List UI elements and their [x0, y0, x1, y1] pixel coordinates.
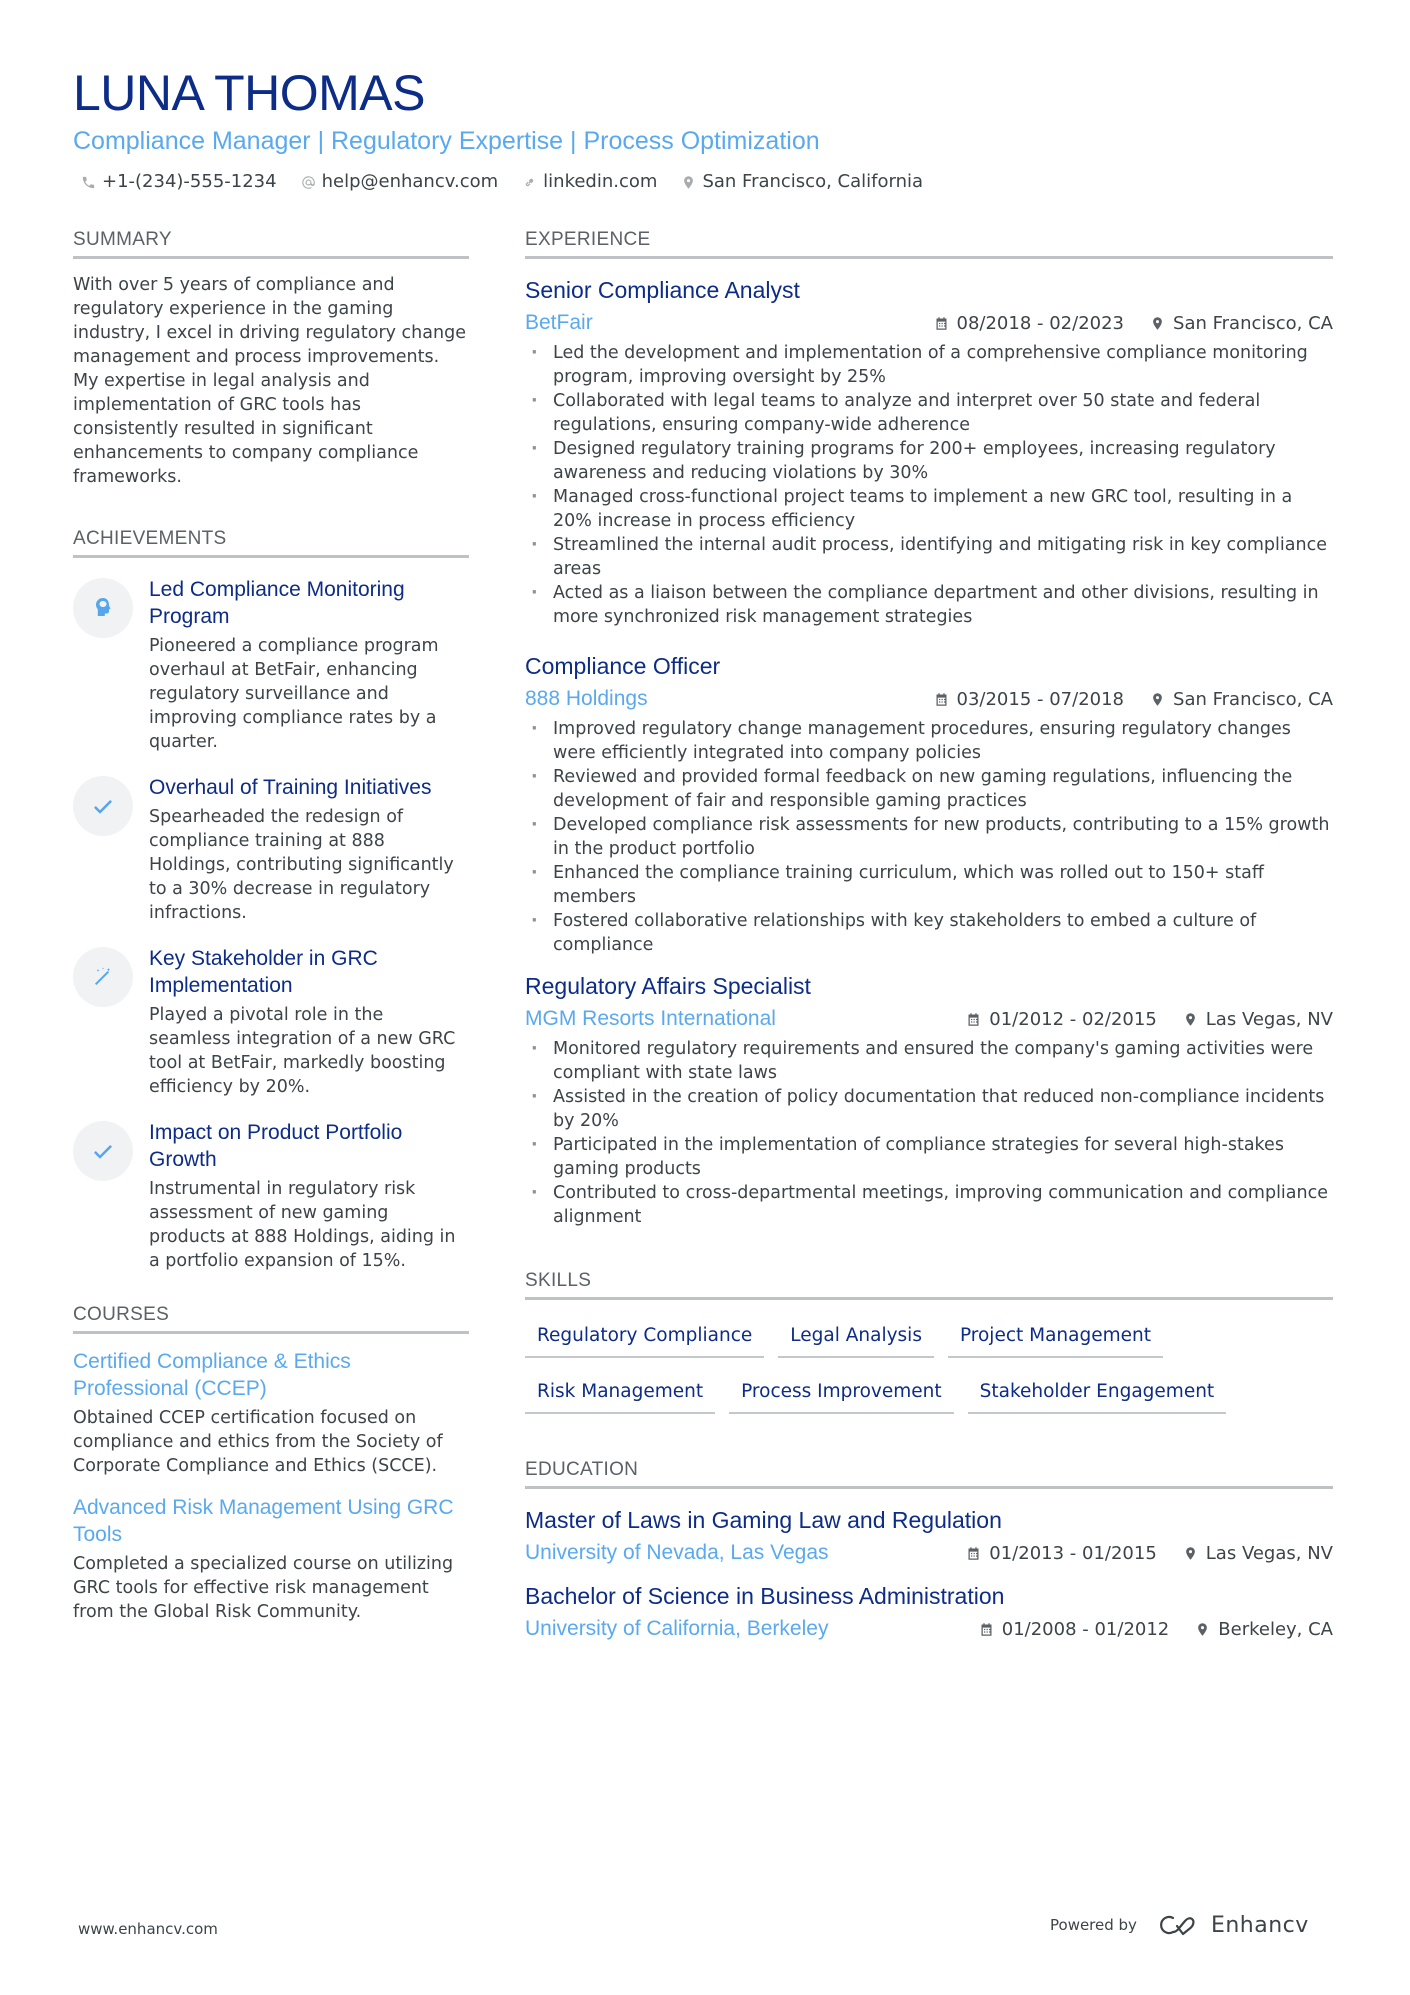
edu-location: Las Vegas, NV [1205, 1542, 1333, 1564]
bullet-item: · Fostered collaborative relationships with key stakeholders to embed a culture of compliance [525, 909, 1333, 957]
location-pin-icon [1150, 316, 1165, 331]
bullet-item: · Contributed to cross-departmental meetings, improving communication and compliance alignment [525, 1181, 1333, 1229]
at-sign-icon [301, 175, 316, 190]
linkedin-text: linkedin.com [543, 171, 658, 192]
bullet-item: · Designed regulatory training programs for 200+ employees, increasing regulatory awareness and reducing violations by 30% [525, 437, 1333, 485]
edu-location: Berkeley, CA [1218, 1618, 1333, 1640]
job-title: Senior Compliance Analyst [525, 277, 800, 303]
achievements-list [73, 576, 469, 1273]
location-pin-icon [1183, 1546, 1198, 1561]
bullet-item: · Managed cross-functional project teams to implement a new GRC tool, resulting in a 20% increase in process efficiency [525, 485, 1333, 533]
checkmark-icon [91, 1139, 115, 1163]
candidate-title: Compliance Manager | Regulatory Expertise | Process Optimization [73, 127, 820, 155]
calendar-icon [934, 316, 949, 331]
bullet-item: · Monitored regulatory requirements and ensured the company's gaming activities were compliant with state laws [525, 1037, 1333, 1085]
job-bullets [525, 341, 1333, 629]
magic-wand-icon [91, 965, 115, 989]
skills-heading: SKILLS [525, 1269, 1333, 1300]
location-pin-icon [1183, 1012, 1198, 1027]
bullet-item: · Led the development and implementation of a comprehensive compliance monitoring program, improving oversight by 25% [525, 341, 1333, 389]
achievement-desc: Instrumental in regulatory risk assessment of new gaming products at 888 Holdings, aiding in a portfolio expansion of 15%. [149, 1179, 456, 1271]
achievement-item [73, 1119, 469, 1273]
achievement-item [73, 774, 469, 925]
achievement-desc: Spearheaded the redesign of compliance training at 888 Holdings, contributing significantly to a 30% decrease in regulatory infractions. [149, 807, 454, 923]
job-entry [525, 275, 1333, 629]
phone-text: +1-(234)-555-1234 [102, 171, 277, 192]
achievement-item [73, 576, 469, 754]
footer-website[interactable]: www.enhancv.com [78, 1920, 218, 1938]
job-title: Regulatory Affairs Specialist [525, 973, 811, 999]
job-bullets [525, 717, 1333, 957]
skill-tag: Legal Analysis [778, 1318, 934, 1358]
course-item [73, 1348, 469, 1478]
courses-heading: COURSES [73, 1303, 469, 1334]
job-location: San Francisco, CA [1173, 312, 1333, 334]
experience-heading: EXPERIENCE [525, 228, 1333, 259]
achievement-desc: Played a pivotal role in the seamless integration of a new GRC tool at BetFair, markedly boosting efficiency by 20%. [149, 1005, 456, 1097]
bullet-item: · Reviewed and provided formal feedback on new gaming regulations, influencing the development of fair and responsible gaming practices [525, 765, 1333, 813]
job-title: Compliance Officer [525, 653, 721, 679]
location-pin-icon [681, 175, 696, 190]
bullet-item: · Improved regulatory change management procedures, ensuring regulatory changes were efficiently integrated into company policies [525, 717, 1333, 765]
right-column [525, 228, 1333, 1643]
degree-title: Bachelor of Science in Business Administration [525, 1583, 1005, 1609]
brain-head-icon [91, 596, 115, 620]
course-desc: Obtained CCEP certification focused on compliance and ethics from the Society of Corporate Compliance and Ethics (SCCE). [73, 1408, 443, 1476]
education-entry [525, 1581, 1333, 1643]
phone-icon [81, 175, 96, 190]
achievement-item [73, 945, 469, 1099]
job-entry [525, 971, 1333, 1229]
achievement-title: Impact on Product Portfolio Growth [149, 1121, 403, 1171]
powered-by-label: Powered by [1050, 1916, 1137, 1934]
school-name: University of California, Berkeley [525, 1617, 829, 1640]
job-location: Las Vegas, NV [1205, 1008, 1333, 1030]
skill-tag: Regulatory Compliance [525, 1318, 764, 1358]
skill-tag: Stakeholder Engagement [968, 1374, 1227, 1414]
contact-bar [73, 170, 1333, 194]
skill-tag: Process Improvement [729, 1374, 954, 1414]
job-bullets [525, 1037, 1333, 1229]
calendar-icon [934, 692, 949, 707]
location-text: San Francisco, California [702, 171, 924, 192]
contact-location [681, 170, 923, 194]
bullet-item: · Acted as a liaison between the compliance department and other divisions, resulting in more synchronized risk management strategies [525, 581, 1333, 629]
achievement-desc: Pioneered a compliance program overhaul at BetFair, enhancing regulatory surveillance and improving compliance rates by a quarter. [149, 636, 439, 752]
contact-linkedin[interactable] [522, 170, 657, 194]
bullet-item: · Collaborated with legal teams to analyze and interpret over 50 state and federal regulations, ensuring company-wide adherence [525, 389, 1333, 437]
candidate-name: LUNA THOMAS [73, 65, 425, 121]
edu-dates: 01/2013 - 01/2015 [989, 1542, 1157, 1564]
skills-list [525, 1318, 1333, 1414]
enhancv-logo[interactable] [1155, 1912, 1309, 1938]
school-name: University of Nevada, Las Vegas [525, 1541, 829, 1564]
bullet-item: · Developed compliance risk assessments for new products, contributing to a 15% growth in the product portfolio [525, 813, 1333, 861]
checkmark-icon [91, 794, 115, 818]
achievements-heading: ACHIEVEMENTS [73, 527, 469, 558]
skill-tag: Project Management [948, 1318, 1163, 1358]
course-desc: Completed a specialized course on utilizing GRC tools for effective risk management from the Global Risk Community. [73, 1554, 454, 1622]
job-dates: 01/2012 - 02/2015 [989, 1008, 1157, 1030]
education-entry [525, 1505, 1333, 1567]
course-title: Certified Compliance & Ethics Professional (CCEP) [73, 1350, 351, 1400]
course-item [73, 1494, 469, 1624]
achievement-title: Led Compliance Monitoring Program [149, 578, 405, 628]
location-pin-icon [1195, 1622, 1210, 1637]
edu-dates: 01/2008 - 01/2012 [1001, 1618, 1170, 1640]
summary-text: With over 5 years of compliance and regulatory experience in the gaming industry, I excel in driving regulatory change management and process improvements. My expertise in legal analysis and implementation of GRC tools has consistently resulted in significant enhancements to company compliance frameworks. [73, 275, 466, 487]
job-dates: 03/2015 - 07/2018 [956, 688, 1125, 710]
job-company: 888 Holdings [525, 687, 648, 710]
resume-header [73, 62, 1333, 194]
brand-name: Enhancv [1210, 1912, 1309, 1938]
bullet-item: · Participated in the implementation of compliance strategies for several high-stakes gaming products [525, 1133, 1333, 1181]
summary-heading: SUMMARY [73, 228, 469, 259]
email-text: help@enhancv.com [321, 171, 499, 192]
calendar-icon [979, 1622, 994, 1637]
job-location: San Francisco, CA [1173, 688, 1333, 710]
job-dates: 08/2018 - 02/2023 [956, 312, 1125, 334]
bullet-item: · Enhanced the compliance training curriculum, which was rolled out to 150+ staff members [525, 861, 1333, 909]
calendar-icon [966, 1546, 981, 1561]
skill-tag: Risk Management [525, 1374, 715, 1414]
achievement-title: Overhaul of Training Initiatives [149, 776, 432, 799]
calendar-icon [966, 1012, 981, 1027]
job-entry [525, 651, 1333, 957]
enhancv-infinity-icon [1155, 1912, 1203, 1938]
left-column [73, 228, 469, 1624]
location-pin-icon [1150, 692, 1165, 707]
degree-title: Master of Laws in Gaming Law and Regulation [525, 1507, 1002, 1533]
job-company: BetFair [525, 311, 593, 334]
bullet-item: · Assisted in the creation of policy documentation that reduced non-compliance incidents by 20% [525, 1085, 1333, 1133]
footer-branding [1050, 1912, 1309, 1938]
course-title: Advanced Risk Management Using GRC Tools [73, 1496, 454, 1546]
achievement-title: Key Stakeholder in GRC Implementation [149, 947, 378, 997]
contact-email[interactable] [301, 170, 499, 194]
education-heading: EDUCATION [525, 1458, 1333, 1489]
contact-phone[interactable] [81, 170, 277, 194]
bullet-item: · Streamlined the internal audit process, identifying and mitigating risk in key compliance areas [525, 533, 1333, 581]
job-company: MGM Resorts International [525, 1007, 776, 1030]
link-icon [522, 175, 537, 190]
